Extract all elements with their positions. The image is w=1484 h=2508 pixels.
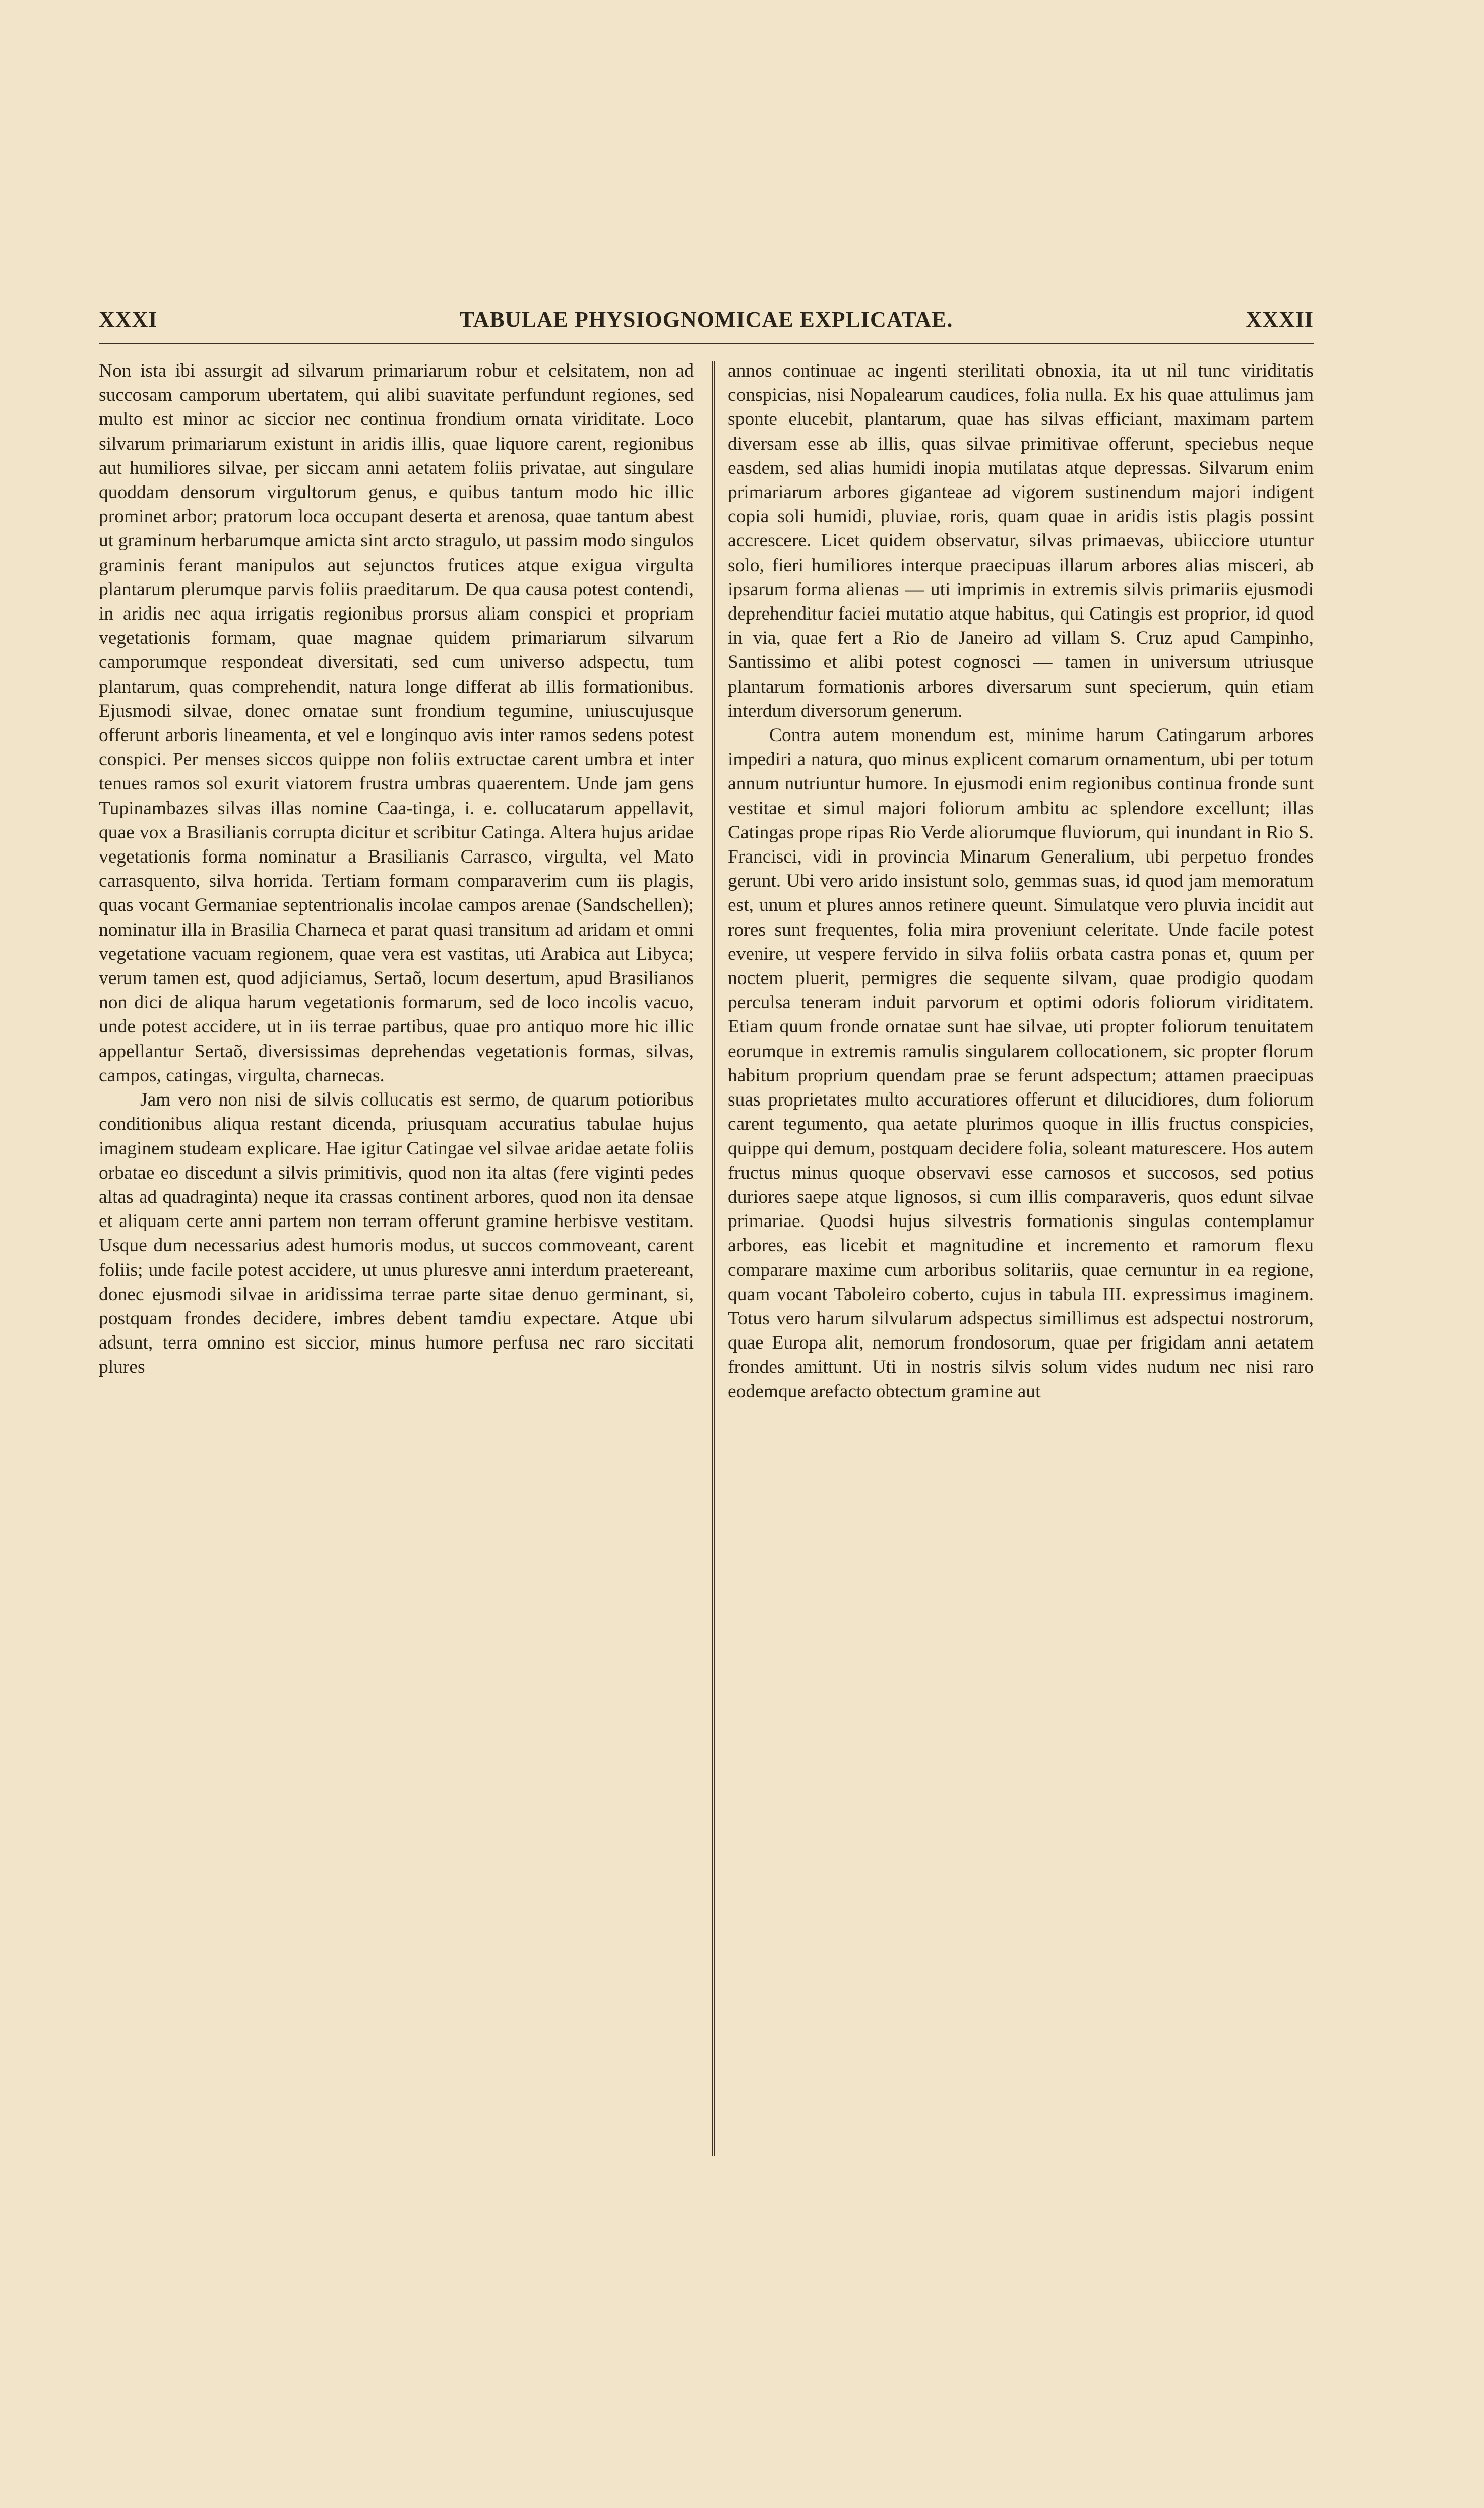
left-paragraph-1: Non ista ibi assurgit ad silvarum primariarum robur et celsitatem, non ad succosam camporum ubertatem, qui alibi suavitate perfundunt regiones, sed multo est minor ac siccior nec continua frondium ornata viriditate. Loco silvarum primariarum existunt in aridis illis, quae liquore carent, regionibus aut humiliores silvae, per siccam anni aetatem foliis privatae, aut singulare quoddam densorum virgultorum genus, e quibus tantum modo hic illic prominet arbor; pratorum loca occupant deserta et arenosa, quae tantum abest ut graminum herbarumque amicta sint arcto stragulo, ut passim modo singulos graminis ferant manipulos aut sejunctos frutices atque exigua virgulta plantarum plerumque parvis foliis praeditarum. De qua causa potest contendi, in aridis nec aqua irrigatis regionibus prorsus aliam conspici et propriam vegetationis formam, quae magnae quidem primariarum silvarum camporumque respondeat diversitati, sed cum universo adspectu, tum plantarum, quas comprehendit, natura longe differat ab illis formationibus. Ejusmodi silvae, donec ornatae sunt frondium tegumine, uniuscujusque offerunt arboris lineamenta, et vel e longinquo avis inter ramos sedens potest conspici. Per menses siccos quippe non foliis extructae carent umbra et inter tenues ramos sol exurit viatorem frustra umbras quaerentem. Unde jam gens Tupinambazes silvas illas nomine Caa-tinga, i. e. collucatarum appellavit, quae vox a Brasilianis corrupta dicitur et scribitur Catinga. Altera hujus aridae vegetationis forma nominatur a Brasilianis Carrasco, virgulta, vel Mato carrasquento, silva horrida. Tertiam formam comparaverim cum iis plagis, quas vocant Germaniae septentrionalis incolae campos arenae (Sandschellen); nominatur illa in Brasilia Charneca et parat quasi transitum ad aridam et omni vegetatione vacuam regionem, quae vera est vastitas, uti Arabica aut Libyca; verum tamen est, quod adjiciamus, Sertaõ, locum desertum, apud Brasilianos non dici de aliqua harum vegetationis formarum, sed de loco incolis vacuo, unde potest accidere, ut in iis terrae partibus, quae pro antiquo more hic illic appellantur Sertaõ, diversissimas deprehendas vegetationis formas, silvas, campos, catingas, virgulta, charnecas. bbox=[99, 360, 694, 1086]
right-paragraph-1: annos continuae ac ingenti sterilitati obnoxia, ita ut nil tunc viriditatis conspicias, nisi Nopalearum caudices, folia nulla. Ex his quae attulimus jam sponte elucebit, plantarum, quae has silvas efficiant, maximam partem diversam esse ab illis, quas silvae primitivae offerunt, speciebus neque easdem, sed alias humidi inopia mutilatas atque depressas. Silvarum enim primariarum arbores giganteae ad vigorem sustinendum majori indigent copia soli humidi, pluviae, roris, quam quae in aridis istis plagis possint accrescere. Licet quidem observatur, silvas primaevas, ubiicciore utuntur solo, fieri humiliores interque praecipuas illarum arbores alias misceri, ab ipsarum forma alienas — uti imprimis in extremis silvis primariis ejusmodi deprehenditur faciei mutatio atque habitus, qui Catingis est proprior, id quod in via, quae fert a Rio de Janeiro ad villam S. Cruz apud Campinho, Santissimo et alibi potest cognosci — tamen in universum utriusque plantarum formationis arbores diversarum sunt specierum, quin etiam interdum diversorum generum. bbox=[728, 360, 1314, 721]
right-paragraph-2: Contra autem monendum est, minime harum Catingarum arbores impediri a natura, quo minus explicent comarum ornamentum, ubi per totum annum nutriuntur humore. In ejusmodi enim regionibus continua fronde sunt vestitae et simul majori foliorum ambitu ac splendore excellunt; illas Catingas prope ripas Rio Verde aliorumque fluviorum, qui inundant in Rio S. Francisci, vidi in provincia Minarum Generalium, ubi perpetuo frondes gerunt. Ubi vero arido insistunt solo, gemmas suas, id quod jam memoratum est, unum et plures annos retinere queunt. Simulatque vero pluvia incidit aut rores sunt frequentes, folia mira proveniunt celeritate. Unde facile potest evenire, ut vespere fervido in silva foliis orbata castra ponas et, quum per noctem pluerit, permigres die sequente silvam, quae prodigio quodam perculsa teneram induit parvorum et optimi odoris foliorum viriditatem. Etiam quum fronde ornatae sunt hae silvae, uti propter foliorum tenuitatem eorumque in extremis ramulis singularem collocationem, sic propter florum habitum proprium quendam prae se ferunt adspectum; attamen praecipuas suas proprietates multo accuratiores offerunt et dilucidiores, dum foliorum carent tegumento, qua aetate plurimos quoque in illis fructus conspicies, quippe qui demum, postquam decidere folia, soleant maturescere. Hos autem fructus minus quoque observavi esse carnosos et succosos, sed potius duriores saepe atque lignosos, si cum illis comparaveris, quos edunt silvae primariae. Quodsi hujus silvestris formationis singulas contemplamur arbores, eas licebit et magnitudine et incremento et ramorum flexu comparare maxime cum arboribus solitariis, quae cernuntur in ea regione, quam vocant Taboleiro coberto, cujus in tabula III. expressimus imaginem. Totus vero harum silvularum adspectus simillimus est adspectui nostrorum, quae Europa alit, nemorum frondosorum, quae per frigidam anni aetatem frondes amittunt. Uti in nostris silvis solum vides nudum nec nisi raro eodemque arefacto obtectum gramine aut bbox=[728, 725, 1314, 1402]
page-number-left: XXXI bbox=[99, 307, 158, 332]
left-paragraph-2: Jam vero non nisi de silvis collucatis est sermo, de quarum potioribus conditionibus aliqua restant dicenda, priusquam accuratius tabulae hujus imaginem studeam explicare. Hae igitur Catingae vel silvae aridae aetate foliis orbatae eo discedunt a silvis primitivis, quod non ita altas (fere viginti pedes altas ad quadraginta) neque ita crassas continent arbores, quod non ita densae et aliquam certe anni partem non terram offerunt gramine herbisve vestitam. Usque dum necessarius adest humoris modus, ut succos commoveant, carent foliis; unde facile potest accidere, ut unus pluresve anni interdum praetereant, donec ejusmodi silvae in aridissima terrae parte sitae denuo germinant, si, postquam frondes decidere, imbres debent tamdiu expectare. Atque ubi adsunt, terra omnino est siccior, minus humore perfusa nec raro siccitati plures bbox=[99, 1089, 694, 1378]
running-header bbox=[99, 307, 1314, 342]
header-rule bbox=[99, 343, 1314, 344]
column-divider bbox=[712, 361, 715, 2156]
left-column bbox=[99, 359, 694, 2133]
page-number-right: XXXII bbox=[1246, 307, 1314, 332]
running-title: TABULAE PHYSIOGNOMICAE EXPLICATAE. bbox=[459, 307, 953, 332]
right-column bbox=[728, 359, 1314, 2133]
